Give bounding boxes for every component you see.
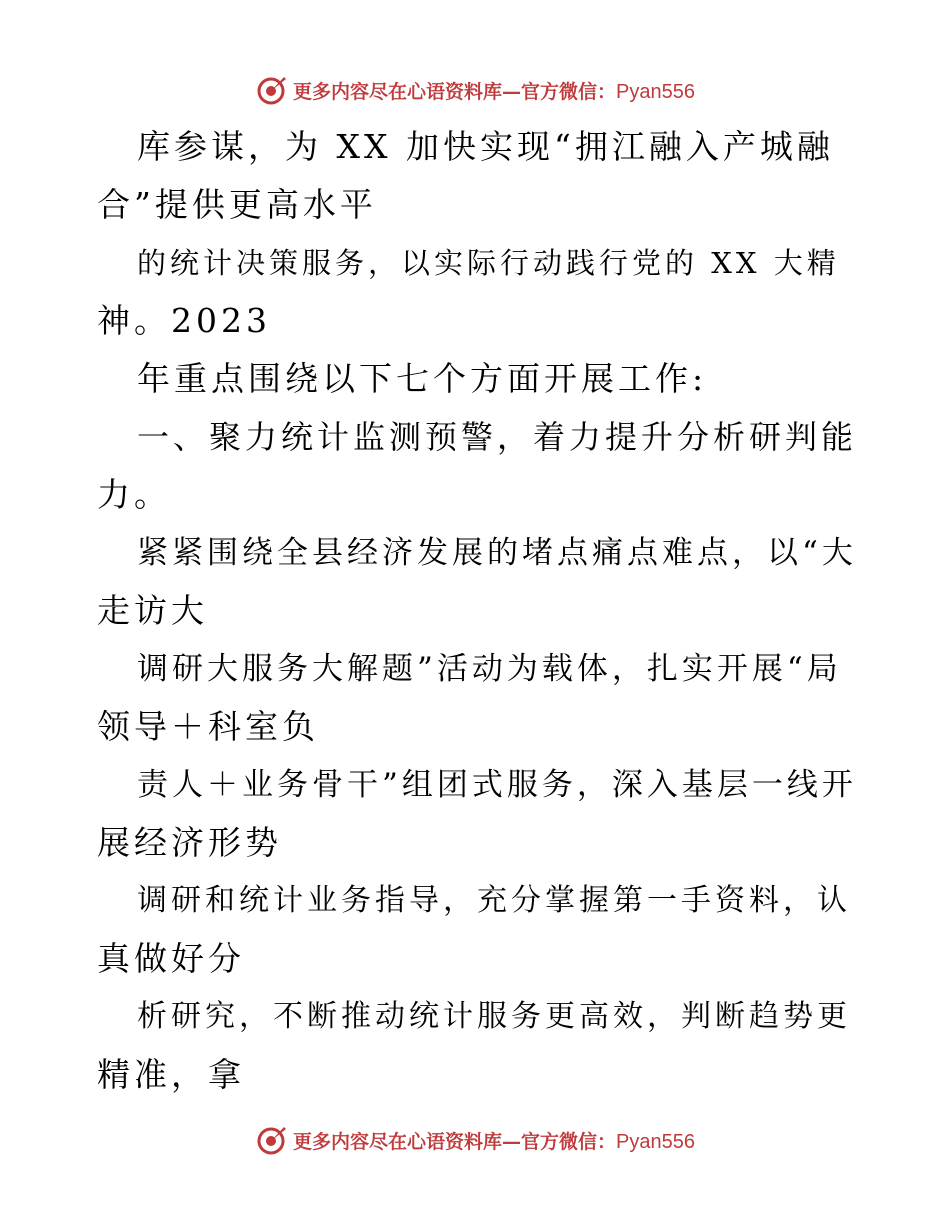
quill-logo-icon: [255, 1124, 287, 1156]
text-line: 精准，拿: [97, 1055, 245, 1094]
document-body: [97, 118, 857, 1104]
text-line: 责人＋业务骨干”组团式服务，深入基层一线开: [137, 767, 857, 803]
footer-watermark: [0, 1120, 950, 1160]
text-line: 真做好分: [97, 939, 245, 978]
text-line: 库参谋，为 XX 加快实现“拥江融入产城融: [137, 127, 834, 166]
text-line: 调研大服务大解题”活动为载体，扎实开展“局: [137, 651, 842, 687]
header-watermark: [0, 70, 950, 110]
text-line: 神。2023: [97, 301, 271, 340]
text-line: 合”提供更高水平: [97, 185, 377, 224]
quill-logo-icon: [255, 74, 287, 106]
text-line: 一、聚力统计监测预警，着力提升分析研判能: [137, 418, 858, 456]
text-line: 的统计决策服务，以实际行动践行党的 XX 大精: [137, 246, 840, 280]
text-line: 调研和统计业务指导，充分掌握第一手资料，认: [137, 883, 851, 918]
watermark-text: 更多内容尽在心语资料库—官方微信：Pyan556: [293, 80, 695, 103]
text-line: 走访大: [97, 591, 208, 630]
text-line: 领导＋科室负: [97, 707, 319, 746]
text-line: 年重点围绕以下七个方面开展工作:: [137, 359, 708, 398]
text-line: 紧紧围绕全县经济发展的堵点痛点难点，以“大: [137, 535, 857, 571]
watermark-text: 更多内容尽在心语资料库—官方微信：Pyan556: [293, 1130, 695, 1153]
text-line: 力。: [97, 475, 171, 514]
text-line: 析研究，不断推动统计服务更高效，判断趋势更: [137, 999, 851, 1034]
text-line: 展经济形势: [97, 823, 282, 862]
